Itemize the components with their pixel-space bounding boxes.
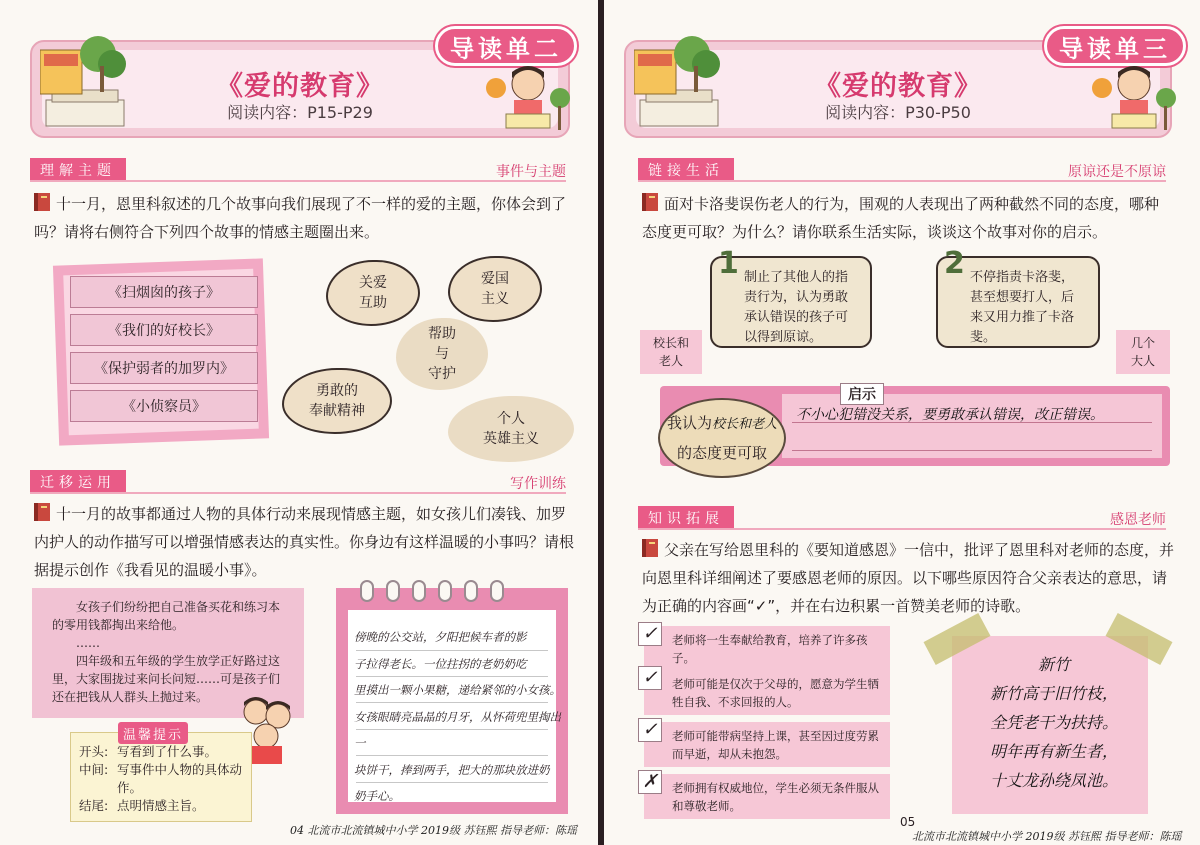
- hint-tag: 温馨提示: [118, 722, 188, 744]
- section-header-apply: [30, 470, 566, 494]
- book-icon: [34, 503, 50, 521]
- books-tree-illustration: [634, 30, 724, 136]
- question-text: 父亲在写给恩里科的《要知道感恩》一信中，批评了恩里科对老师的态度，并向恩里科详细阐述了要感恩老师的原因。以下哪些原因符合父亲表达的意思，请为正确的内容画“✓”，并在右边积累一首赞美老师的诗歌。: [642, 541, 1175, 615]
- reason-item: ✓ 老师可能带病坚持上课，甚至因过度劳累而早逝，却从未抱怨。: [644, 722, 890, 767]
- insight-label: 启示: [840, 383, 884, 405]
- writing-hint-box: 开头: 写看到了什么事。 中间: 写事件中人物的具体动作。 结尾: 点明情感主旨。: [70, 732, 252, 822]
- theme-option[interactable]: 关爱 互助: [326, 260, 420, 326]
- handwritten-poem: 新竹 新竹高于旧竹枝， 全凭老干为扶持。 明年再有新生者， 十丈龙孙绕凤池。: [989, 655, 1118, 790]
- story-title: 《小侦察员》: [70, 390, 258, 422]
- book-icon: [642, 193, 658, 211]
- section-subtitle: 写作训练: [510, 476, 566, 492]
- check-box[interactable]: ✗: [638, 770, 662, 794]
- theme-option[interactable]: 个人 英雄主义: [448, 396, 574, 462]
- book-icon: [34, 193, 50, 211]
- book-icon: [642, 539, 658, 557]
- section-subtitle: 事件与主题: [496, 164, 566, 180]
- guide-badge: 导读单三: [1044, 26, 1186, 66]
- reason-item: ✗ 老师拥有权威地位，学生必须无条件服从和尊敬老师。: [644, 774, 890, 819]
- insight-prompt: 我认为校长和老人 的态度更可取: [658, 398, 786, 478]
- section-header-connect: [638, 158, 1166, 182]
- section-subtitle: 感恩老师: [1110, 512, 1166, 528]
- book-title: 《爱的教育》: [216, 71, 384, 102]
- check-box[interactable]: ✓: [638, 718, 662, 742]
- notebook-rings: [360, 580, 504, 602]
- handwritten-story: 傍晚的公交站，夕阳把候车者的影 子拉得老长。一位拄拐的老奶奶吃 里摸出一颗小果糖，递给紧邻的小女孩。 女孩眼睛亮晶晶的月牙，从怀荷兜里掏出一 块饼干，捧到两手，把大的那块放进奶 奶手心。: [354, 630, 561, 803]
- reason-item: ✓ 老师将一生奉献给教育，培养了许多孩子。: [644, 626, 890, 671]
- story-title: 《扫烟囱的孩子》: [70, 276, 258, 308]
- theme-option[interactable]: 帮助 与 守护: [396, 318, 488, 390]
- section-tag: 迁移运用: [30, 470, 126, 494]
- question-text: 面对卡洛斐误伤老人的行为，围观的人表现出了两种截然不同的态度，哪种态度更可取？为什么？请你联系生活实际，谈谈这个故事对你的启示。: [642, 195, 1160, 241]
- section-tag: 理解主题: [30, 158, 126, 182]
- theme-option[interactable]: 爱国 主义: [448, 256, 542, 322]
- section-subtitle: 原谅还是不原谅: [1068, 164, 1166, 180]
- reading-range: 阅读内容：P30-P50: [825, 103, 971, 122]
- left-page: [0, 0, 598, 845]
- page-footer: 北流市北流镇城中小学 2019级 苏钰熙 指导老师：陈瑶: [912, 830, 1182, 843]
- theme-option[interactable]: 勇敢的 奉献精神: [282, 368, 392, 434]
- guide-badge: 导读单二: [435, 26, 577, 66]
- story-title: 《我们的好校长》: [70, 314, 258, 346]
- kid-reading-illustration: [476, 58, 576, 138]
- page-number: 05: [900, 815, 916, 829]
- attitude-bubble-2: 2 不停指责卡洛斐，甚至想要打人，后来又用力推了卡洛斐。: [936, 256, 1100, 348]
- book-title: 《爱的教育》: [814, 71, 982, 102]
- attitude-holder-2: 几个大人: [1116, 330, 1170, 374]
- question-text: 十一月的故事都通过人物的具体行动来展现情感主题，如女孩儿们凑钱、加罗内护人的动作描写可以增强情感表达的真实性。你身边有这样温暖的小事吗？请根据提示创作《我看见的温暖小事》。: [34, 505, 575, 579]
- section-tag: 链接生活: [638, 158, 734, 182]
- section-header-extend: [638, 506, 1166, 530]
- reason-item: ✓ 老师可能是仅次于父母的，愿意为学生牺牲自我、不求回报的人。: [644, 670, 890, 715]
- question-text: 十一月，恩里科叙述的几个故事向我们展现了不一样的爱的主题，你体会到了吗？请将右侧符合下列四个故事的情感主题圈出来。: [34, 195, 567, 241]
- check-box[interactable]: ✓: [638, 666, 662, 690]
- insight-answer[interactable]: 不小心犯错没关系，要勇敢承认错误，改正错误。: [796, 407, 1104, 423]
- story-title: 《保护弱者的加罗内》: [70, 352, 258, 384]
- books-tree-illustration: [40, 30, 130, 136]
- attitude-bubble-1: 1 制止了其他人的指责行为，认为勇敢承认错误的孩子可以得到原谅。: [710, 256, 872, 348]
- reading-range: 阅读内容：P15-P29: [227, 103, 373, 122]
- excerpt-note: 女孩子们纷纷把自己准备买花和练习本的零用钱都掏出来给他。 …… 四年级和五年级的学生放学正好路过这里，大家围拢过来问长问短……可是孩子们还在把钱从人群头上抛过来。: [32, 588, 304, 718]
- section-header-understand: [30, 158, 566, 182]
- filled-answer[interactable]: 校长和老人: [712, 417, 778, 432]
- check-box[interactable]: ✓: [638, 622, 662, 646]
- page-footer: 04 北流市北流镇城中小学 2019级 苏钰熙 指导老师：陈瑶: [290, 824, 577, 837]
- section-tag: 知识拓展: [638, 506, 734, 530]
- kid-reading-illustration: [1082, 58, 1182, 138]
- attitude-holder-1: 校长和老人: [640, 330, 702, 374]
